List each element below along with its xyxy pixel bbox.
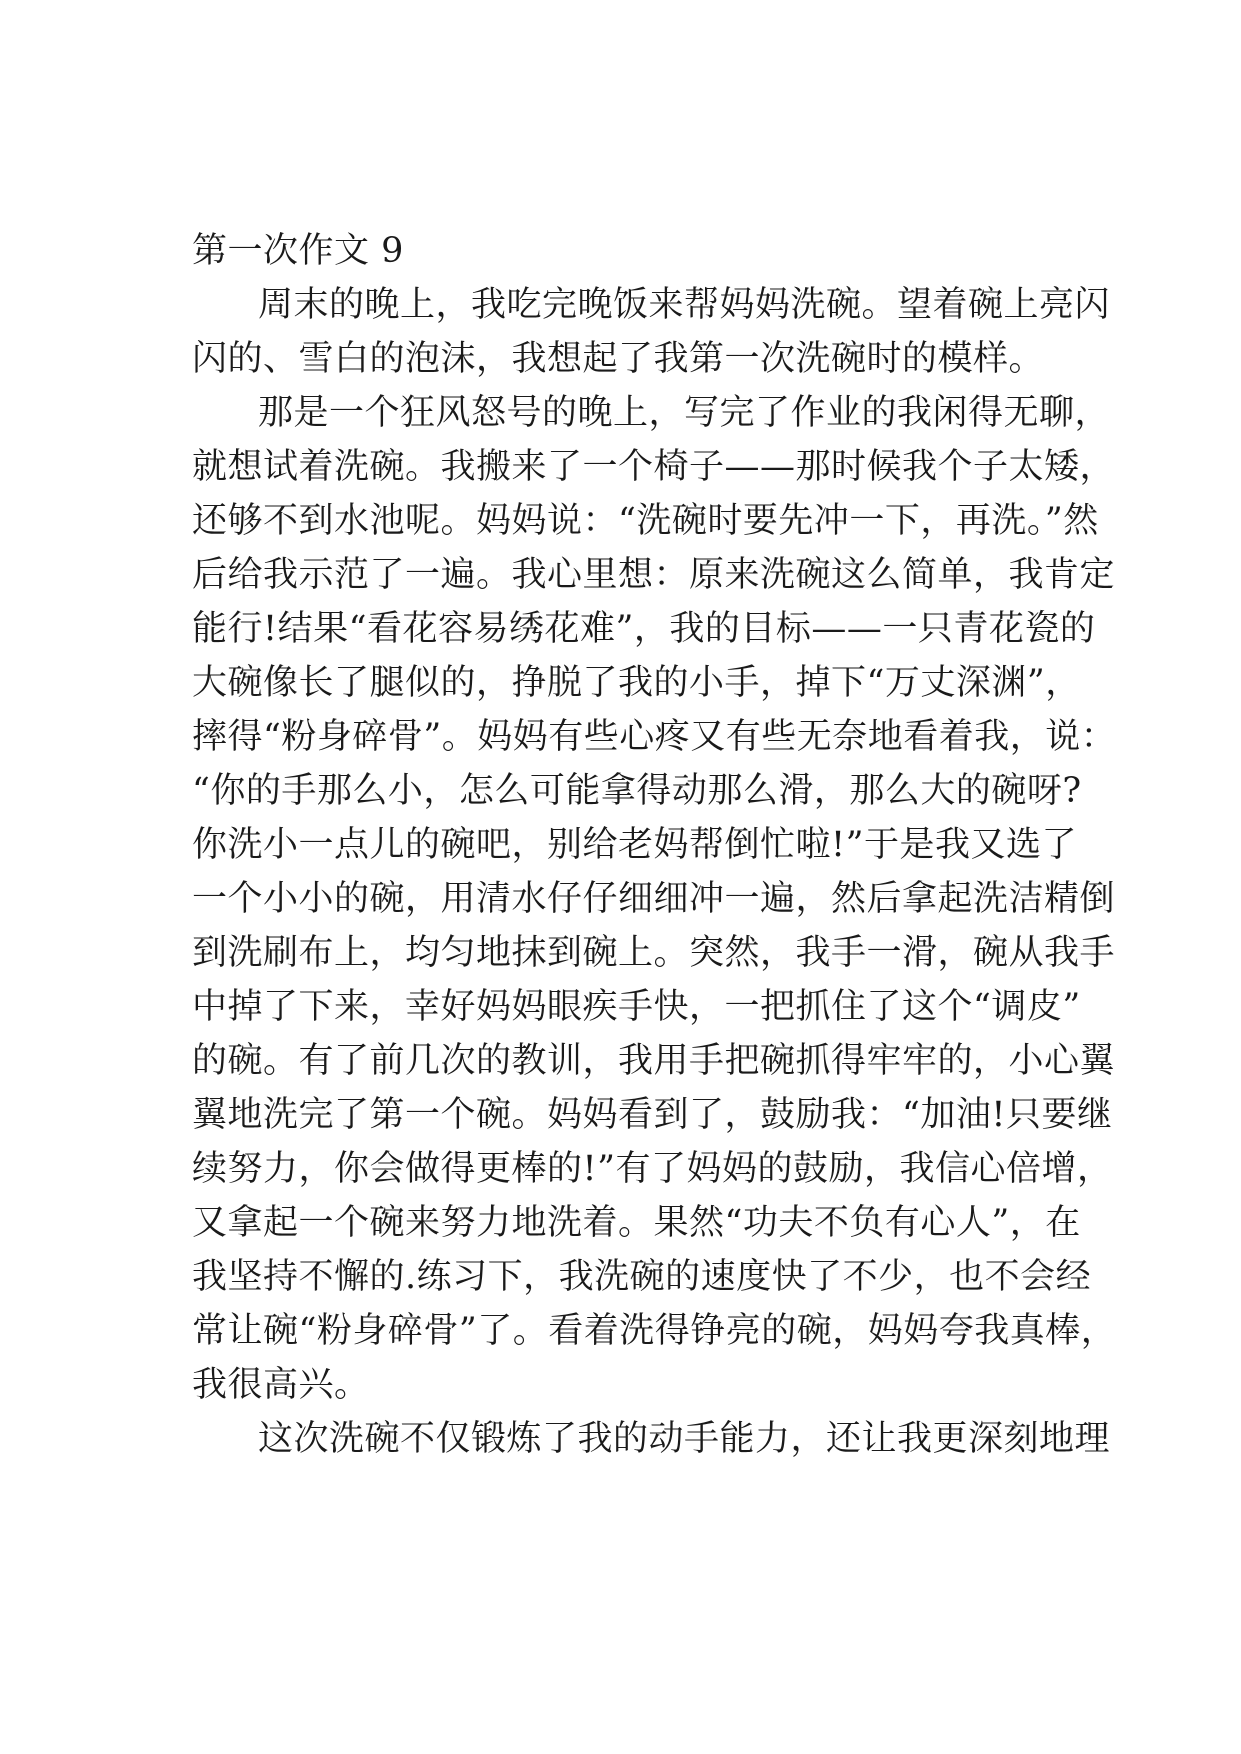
paragraph-line: 续努力，你会做得更棒的!”有了妈妈的鼓励，我信心倍增， [192,1149,1113,1189]
paragraph-line: 那是一个狂风怒号的晚上，写完了作业的我闲得无聊， [258,393,1111,433]
paragraph-line: 的碗。有了前几次的教训，我用手把碗抓得牢牢的，小心翼 [192,1041,1116,1081]
paragraph-line: 这次洗碗不仅锻炼了我的动手能力，还让我更深刻地理 [258,1419,1111,1459]
document-title: 第一次作文 9 [192,231,404,271]
paragraph-line: 到洗刷布上，均匀地抹到碗上。突然，我手一滑，碗从我手 [192,933,1116,973]
paragraph-line: 大碗像长了腿似的，挣脱了我的小手，掉下“万丈深渊”， [192,663,1081,703]
paragraph-line: 能行!结果“看花容易绣花难”，我的目标——一只青花瓷的 [192,609,1096,649]
paragraph-line: 翼地洗完了第一个碗。妈妈看到了，鼓励我：“加油!只要继 [192,1095,1113,1135]
paragraph-line: 后给我示范了一遍。我心里想：原来洗碗这么简单，我肯定 [192,555,1116,595]
paragraph-line: 还够不到水池呢。妈妈说：“洗碗时要先冲一下，再洗。”然 [192,501,1099,541]
paragraph-line: 你洗小一点儿的碗吧，别给老妈帮倒忙啦!”于是我又选了 [192,825,1077,865]
paragraph-line: 闪的、雪白的泡沫，我想起了我第一次洗碗时的模样。 [192,339,1045,379]
paragraph-line: 一个小小的碗，用清水仔仔细细冲一遍，然后拿起洗洁精倒 [192,879,1116,919]
paragraph-line: 摔得“粉身碎骨”。妈妈有些心疼又有些无奈地看着我，说： [192,717,1117,757]
paragraph-line: 就想试着洗碗。我搬来了一个椅子——那时候我个子太矮， [192,447,1116,487]
paragraph-line: 我坚持不懈的.练习下，我洗碗的速度快了不少，也不会经 [192,1257,1092,1297]
paragraph-line: 又拿起一个碗来努力地洗着。果然“功夫不负有心人”，在 [192,1203,1081,1243]
paragraph-line: 常让碗“粉身碎骨”了。看着洗得铮亮的碗，妈妈夸我真棒， [192,1311,1117,1351]
paragraph-line: 我很高兴。 [192,1365,370,1405]
paragraph-line: 中掉了下来，幸好妈妈眼疾手快，一把抓住了这个“调皮” [192,987,1081,1027]
paragraph-line: “你的手那么小，怎么可能拿得动那么滑，那么大的碗呀? [192,771,1082,811]
paragraph-line: 周末的晚上，我吃完晚饭来帮妈妈洗碗。望着碗上亮闪 [258,285,1111,325]
